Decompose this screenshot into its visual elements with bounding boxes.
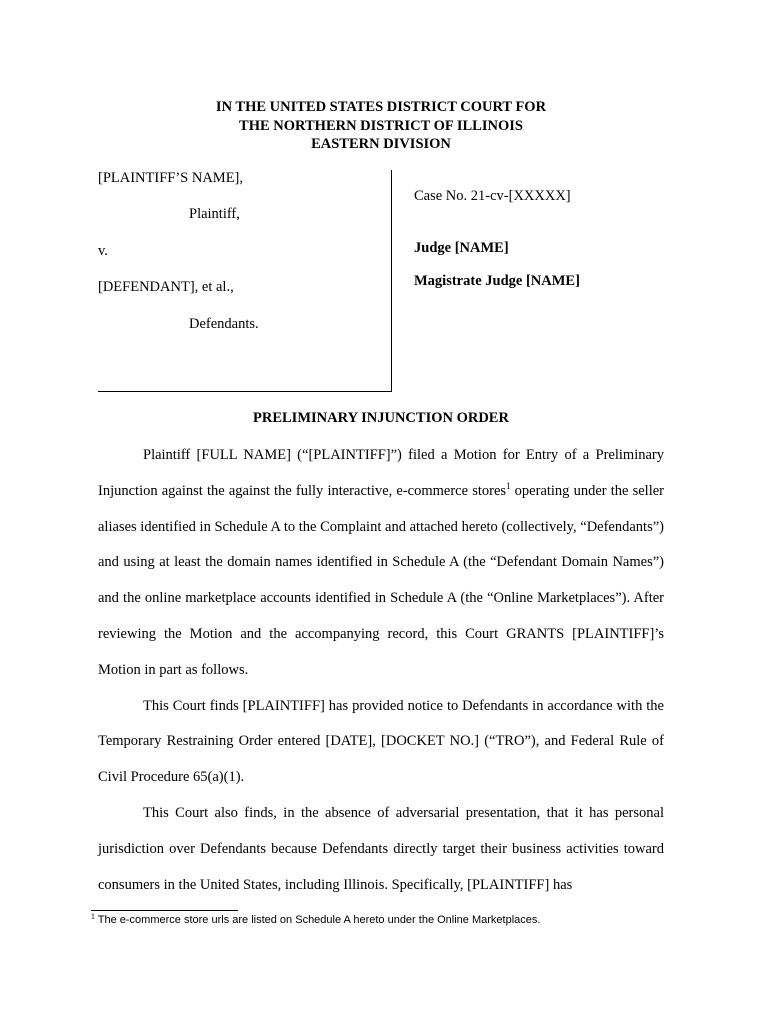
versus: v.: [98, 243, 108, 259]
court-header: [98, 98, 664, 154]
paragraph-1-part-2: operating under the seller aliases identified in Schedule A to the Complaint and attached hereto (collectively, “Defendants”) and using at least the domain names identified in Schedule A (the “Defendant Domain Names”) and the online marketplace accounts identified in Schedule A (the “Online Marketplaces”). After reviewing the Motion and the accompanying record, this Court GRANTS [PLAINTIFF]’s Motion in part as follows.: [98, 482, 665, 678]
footnote-reference[interactable]: 1: [506, 480, 511, 491]
court-header-line-1: IN THE UNITED STATES DISTRICT COURT FOR: [215, 99, 547, 115]
order-title: PRELIMINARY INJUNCTION ORDER: [253, 410, 509, 426]
footnote-text: The e-commerce store urls are listed on Schedule A hereto under the Online Marketplaces.: [94, 914, 541, 926]
order-body: [98, 438, 664, 903]
court-header-line-2: THE NORTHERN DISTRICT OF ILLINOIS: [239, 117, 523, 134]
footnote: [91, 914, 691, 926]
paragraph-1-part-1: Plaintiff [FULL NAME] (“[PLAINTIFF]”) filed a Motion for Entry of a Preliminary Injunction against the against the fully interactive, e-commerce stores: [98, 447, 664, 499]
paragraph-1: [98, 438, 664, 689]
paragraph-2: This Court finds [PLAINTIFF] has provided notice to Defendants in accordance with the Temporary Restraining Order entered [DATE], [DOCKET NO.] (“TRO”), and Federal Rule of Civil Procedure 65(a)(1).: [98, 697, 664, 786]
paragraph-3: This Court also finds, in the absence of adversarial presentation, that it has personal jurisdiction over Defendants because Defendants directly target their business activities toward consumers in the United States, including Illinois. Specifically, [PLAINTIFF] has: [98, 804, 664, 893]
case-caption-parties: [98, 170, 392, 392]
magistrate-judge: Magistrate Judge [NAME]: [414, 273, 580, 289]
footnote-separator: [91, 910, 238, 911]
court-header-line-3: EASTERN DIVISION: [311, 136, 451, 152]
footnote-marker: 1: [91, 913, 95, 921]
defendant-role: Defendants.: [189, 316, 259, 332]
plaintiff-role: Plaintiff,: [189, 206, 240, 222]
case-number: Case No. 21-cv-[XXXXX]: [414, 188, 571, 204]
judge: Judge [NAME]: [414, 240, 509, 256]
defendant-name: [DEFENDANT], et al.,: [98, 279, 234, 295]
plaintiff-name: [PLAINTIFF’S NAME],: [98, 170, 243, 186]
